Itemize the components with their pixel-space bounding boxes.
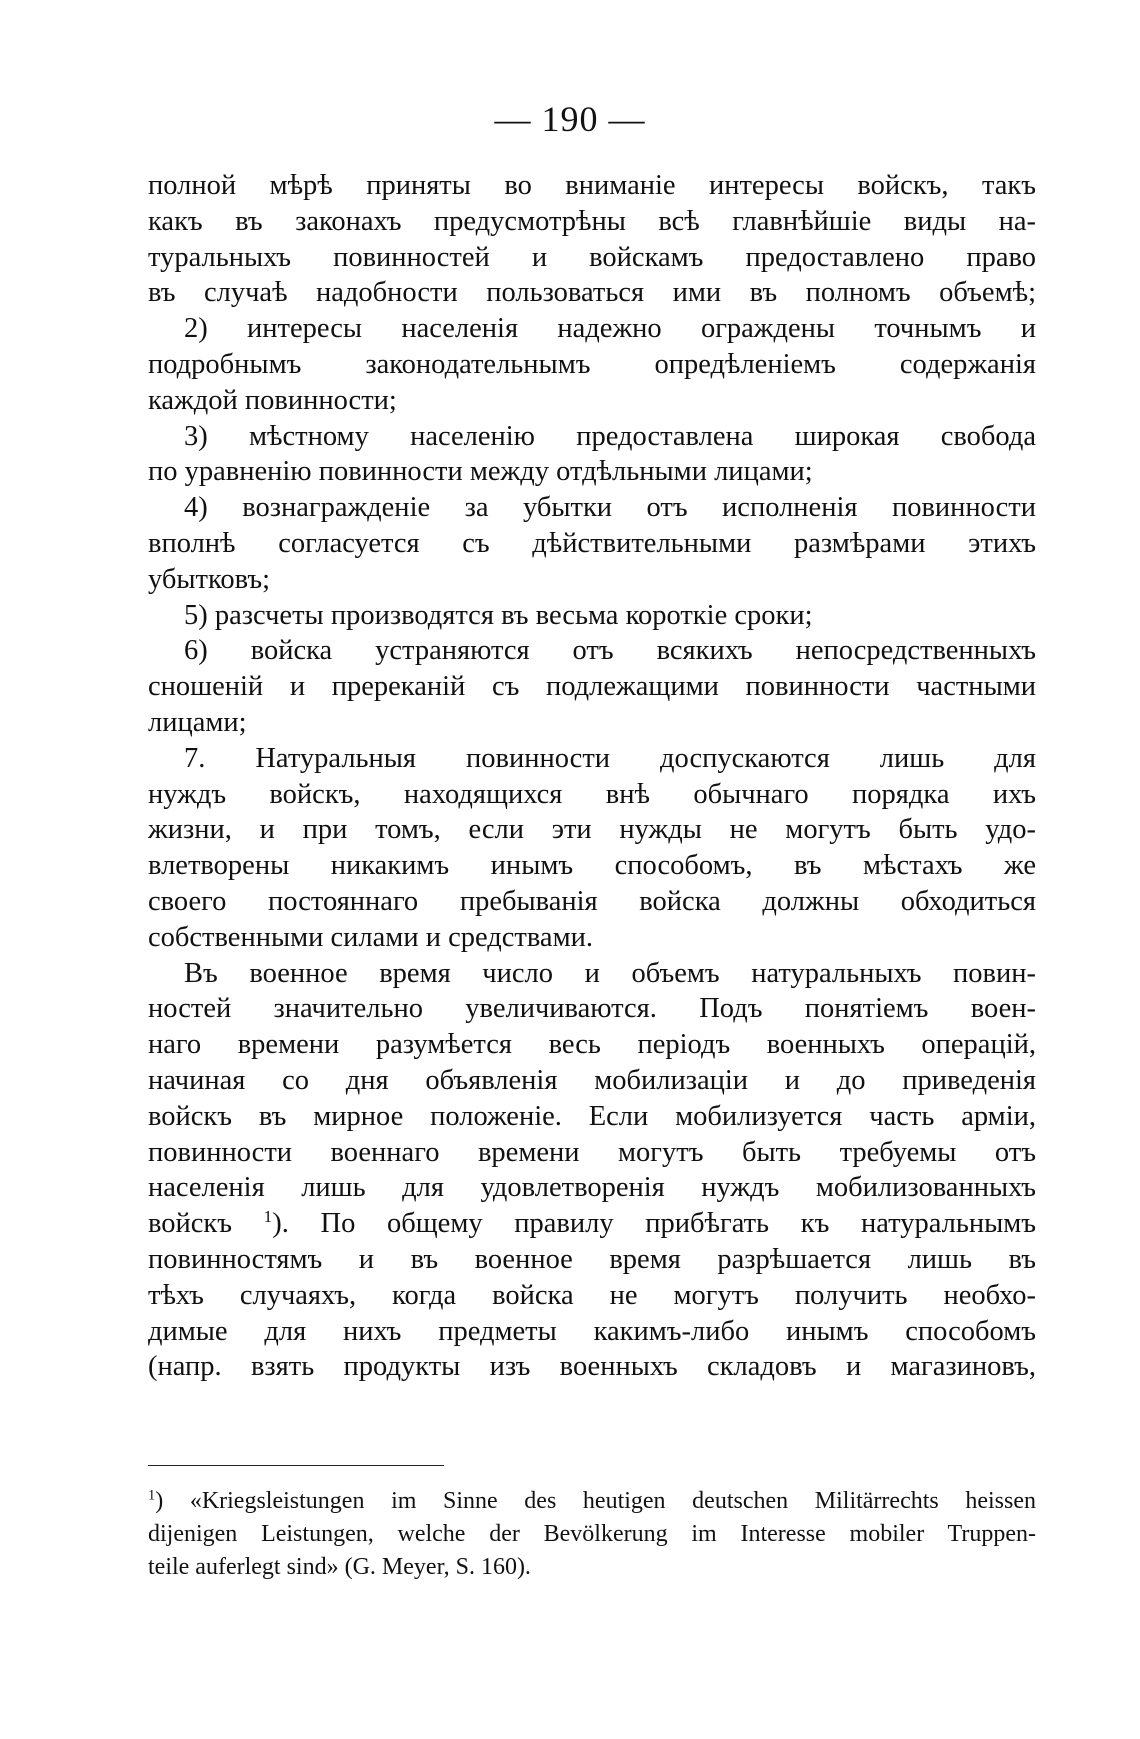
footnote-reference[interactable]: 1	[263, 1206, 273, 1226]
footnote-line	[148, 1485, 1036, 1518]
text-fragment: ). По общему правилу прибѣгать къ натуральнымъ	[272, 1208, 1036, 1240]
text-line: полной мѣрѣ приняты во вниманіе интересы войскъ, такъ	[148, 170, 1036, 201]
text-line: начиная со дня объявленія мобилизаціи и до приведенія	[148, 1064, 1036, 1096]
text-line: войскъ въ мирное положеніе. Если мобилизуется часть арміи,	[148, 1100, 1036, 1132]
body-text	[148, 168, 1036, 1385]
text-line: Въ военное время число и объемъ натуральныхъ повин-	[184, 957, 1036, 989]
text-line: 6) войска устраняются отъ всякихъ непосредственныхъ	[184, 635, 1036, 667]
text-line: повинностямъ и въ военное время разрѣшается лишь въ	[148, 1243, 1036, 1275]
text-line: вполнѣ согласуется съ дѣйствительными размѣрами этихъ	[148, 527, 1036, 559]
text-line: 5) разсчеты производятся въ весьма короткіе сроки;	[184, 599, 813, 631]
footnote-marker: 1	[148, 1487, 156, 1504]
text-line: (напр. взять продукты изъ военныхъ складовъ и магазиновъ,	[148, 1351, 1036, 1383]
text-line: нуждъ войскъ, находящихся внѣ обычнаго порядка ихъ	[148, 778, 1036, 810]
text-line: влетворены никакимъ инымъ способомъ, въ мѣстахъ же	[148, 850, 1036, 882]
text-line: каждой повинности;	[148, 384, 397, 416]
footnote-line: dijenigen Leistungen, welche der Bevölkerung im Interesse mobiler Truppen-	[148, 1521, 1036, 1547]
text-line: какъ въ законахъ предусмотрѣны всѣ главнѣйшіе виды на-	[148, 205, 1036, 237]
text-line: 7. Натуральныя повинности доспускаются лишь для	[184, 742, 1036, 774]
text-line: тѣхъ случаяхъ, когда войска не могутъ получить необхо-	[148, 1279, 1036, 1311]
text-line: жизни, и при томъ, если эти нужды не могутъ быть удо-	[148, 814, 1036, 846]
text-line: 4) вознагражденіе за убытки отъ исполненія повинности	[184, 492, 1036, 524]
text-line: сношеній и пререканій съ подлежащими повинности частными	[148, 671, 1036, 703]
page-number: — 190 —	[494, 99, 646, 139]
text-line: подробнымъ законодательнымъ опредѣленіемъ содержанія	[148, 348, 1036, 380]
footnote-line: teile auferlegt sind» (G. Meyer, S. 160).	[148, 1554, 531, 1580]
text-line: убытковъ;	[148, 563, 271, 595]
text-line: по уравненію повинности между отдѣльными лицами;	[148, 456, 813, 488]
text-line: димые для нихъ предметы какимъ-либо инымъ способомъ	[148, 1315, 1036, 1347]
text-line: своего постояннаго пребыванія войска должны обходиться	[148, 885, 1036, 917]
text-line: лицами;	[148, 706, 247, 738]
text-line: собственными силами и средствами.	[148, 921, 593, 953]
text-line: повинности военнаго времени могутъ быть требуемы отъ	[148, 1136, 1036, 1168]
text-line: наго времени разумѣется весь періодъ военныхъ операцій,	[148, 1029, 1036, 1061]
text-line-with-footnote-ref	[148, 1206, 1036, 1242]
footnote	[148, 1485, 1036, 1584]
text-fragment: войскъ	[148, 1208, 232, 1240]
text-line: 3) мѣстному населенію предоставлена широкая свобода	[184, 420, 1036, 452]
footnote-divider	[148, 1465, 444, 1466]
text-line: ностей значительно увеличиваются. Подъ понятіемъ воен-	[148, 993, 1036, 1025]
text-line: въ случаѣ надобности пользоваться ими въ полномъ объемѣ;	[148, 277, 1036, 309]
text-line: 2) интересы населенія надежно ограждены точнымъ и	[184, 313, 1036, 345]
text-line: населенія лишь для удовлетворенія нуждъ мобилизованныхъ	[148, 1172, 1036, 1204]
footnote-text: ) «Kriegsleistungen im Sinne des heutigen deutschen Militärrechts heissen	[155, 1488, 1036, 1514]
text-line: туральныхъ повинностей и войскамъ предоставлено право	[148, 241, 1036, 273]
